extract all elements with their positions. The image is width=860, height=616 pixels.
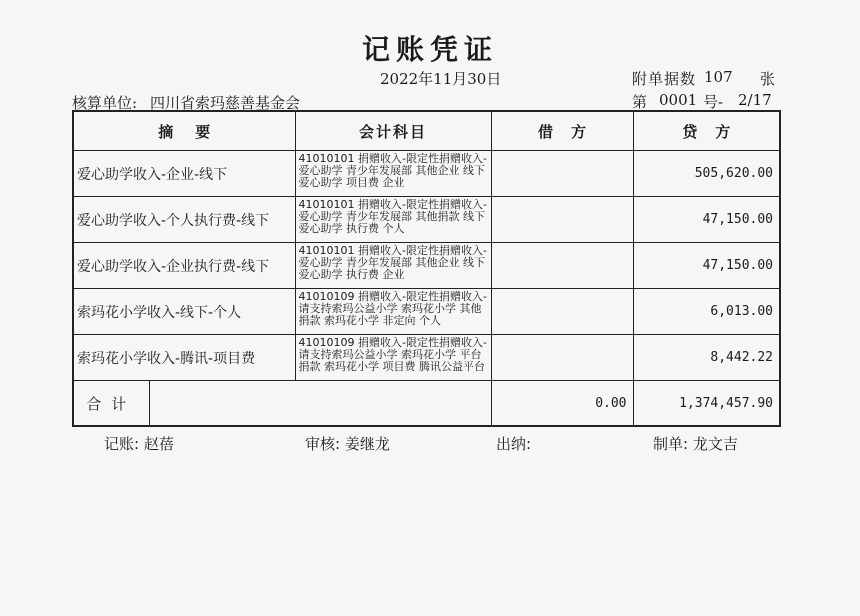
table-row [73, 243, 780, 289]
row-debit [491, 151, 633, 197]
table-row [73, 151, 780, 197]
voucher-number-sep: 号- [703, 93, 724, 111]
header-debit: 借方 [491, 111, 633, 151]
bookkeeper-signature: 记账: 赵蓓 [104, 435, 174, 453]
total-label: 合计 [73, 381, 149, 427]
cashier-signature: 出纳: [496, 435, 532, 453]
row-debit [491, 243, 633, 289]
total-blank [149, 381, 491, 427]
row-credit: 505,620.00 [633, 151, 780, 197]
table-row [73, 289, 780, 335]
row-summary: 索玛花小学收入-线下-个人 [73, 289, 295, 335]
voucher-number: 0001 [659, 91, 698, 109]
attachments-unit: 张 [760, 70, 776, 88]
row-account: 41010109 捐赠收入-限定性捐赠收入-请支持索玛公益小学 索玛花小学 其他捐款 索玛花小学 非定向 个人 [295, 289, 491, 335]
header-credit: 贷方 [633, 111, 780, 151]
table-row [73, 197, 780, 243]
row-credit: 47,150.00 [633, 197, 780, 243]
header-account: 会计科目 [295, 111, 491, 151]
row-account: 41010101 捐赠收入-限定性捐赠收入-爱心助学 青少年发展部 其他捐款 线下爱心助学 执行费 个人 [295, 197, 491, 243]
voucher-number-prefix: 第 [632, 93, 648, 111]
row-account: 41010101 捐赠收入-限定性捐赠收入-爱心助学 青少年发展部 其他企业 线下爱心助学 执行费 企业 [295, 243, 491, 289]
row-credit: 8,442.22 [633, 335, 780, 381]
org-name: 四川省索玛慈善基金会 [150, 94, 301, 112]
row-summary: 爱心助学收入-企业执行费-线下 [73, 243, 295, 289]
row-summary: 爱心助学收入-个人执行费-线下 [73, 197, 295, 243]
org-label: 核算单位: [72, 94, 138, 112]
total-row [73, 381, 780, 427]
auditor-signature: 审核: 姜继龙 [305, 435, 390, 453]
voucher-date: 2022年11月30日 [380, 70, 502, 88]
row-summary: 索玛花小学收入-腾讯-项目费 [73, 335, 295, 381]
table-row [73, 335, 780, 381]
voucher-table [72, 110, 781, 427]
row-account: 41010109 捐赠收入-限定性捐赠收入-请支持索玛公益小学 索玛花小学 平台捐款 索玛花小学 项目费 腾讯公益平台 [295, 335, 491, 381]
table-header-row [73, 111, 780, 151]
attachments-count: 107 [704, 68, 733, 86]
voucher-page: 2/17 [738, 91, 772, 109]
header-summary: 摘要 [73, 111, 295, 151]
row-debit [491, 197, 633, 243]
preparer-signature: 制单: 龙文吉 [653, 435, 738, 453]
row-account: 41010101 捐赠收入-限定性捐赠收入-爱心助学 青少年发展部 其他企业 线下爱心助学 项目费 企业 [295, 151, 491, 197]
attachments-label: 附单据数 [632, 70, 697, 88]
row-summary: 爱心助学收入-企业-线下 [73, 151, 295, 197]
row-credit: 6,013.00 [633, 289, 780, 335]
total-debit: 0.00 [491, 381, 633, 427]
total-credit: 1,374,457.90 [633, 381, 780, 427]
row-debit [491, 289, 633, 335]
row-credit: 47,150.00 [633, 243, 780, 289]
row-debit [491, 335, 633, 381]
voucher-title: 记账凭证 [361, 33, 498, 66]
